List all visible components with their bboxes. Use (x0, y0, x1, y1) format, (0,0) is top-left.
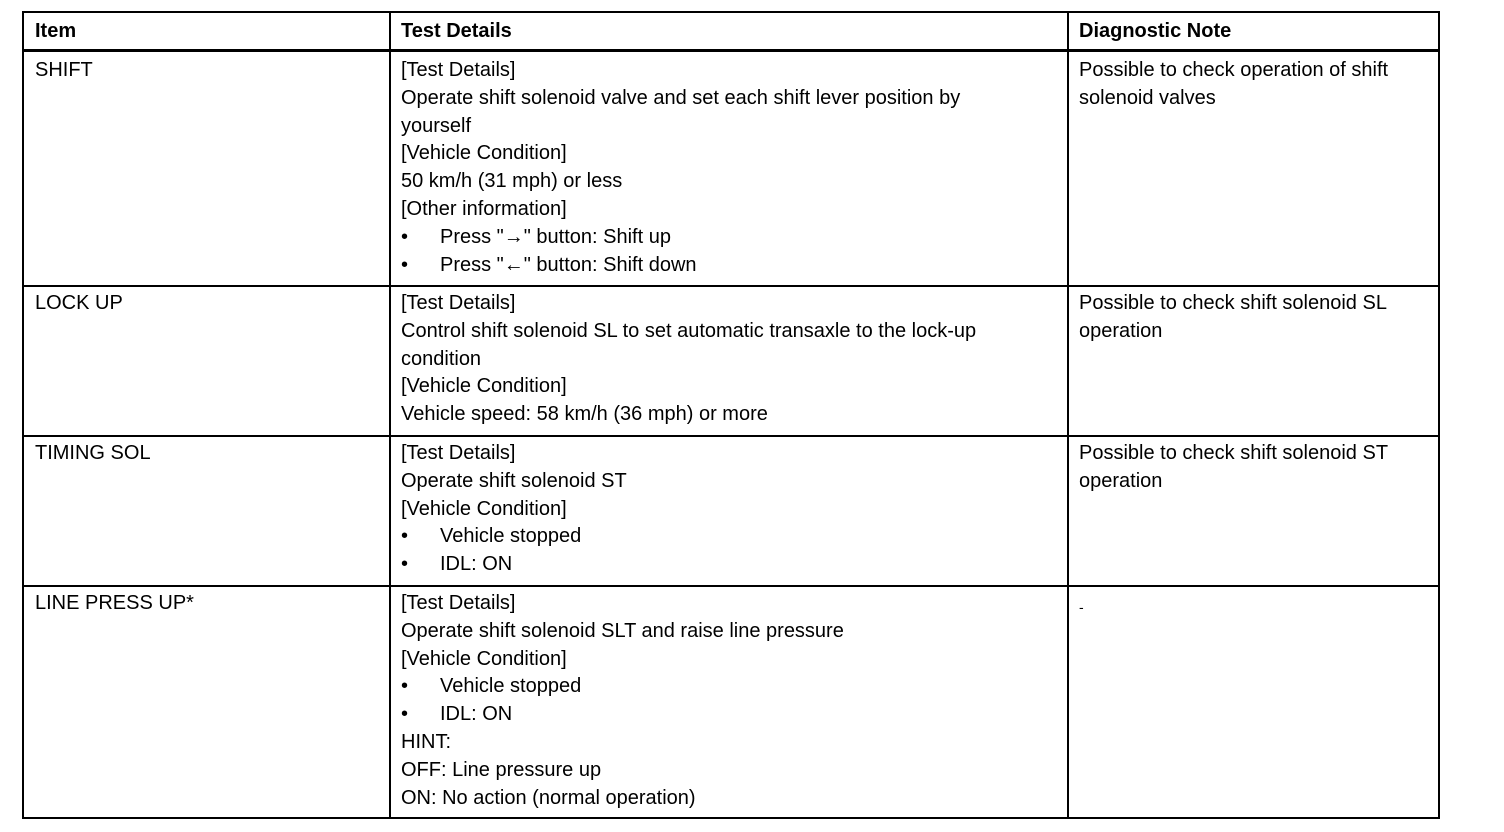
header-divider (24, 49, 1438, 52)
bullet-dot: • (401, 675, 409, 698)
bullet-dot: • (401, 225, 409, 248)
bullet-item (401, 551, 627, 579)
row-note-empty: - (1079, 599, 1084, 615)
row-details (401, 57, 960, 279)
row-details (401, 440, 627, 579)
detail-line: OFF: Line pressure up (401, 758, 602, 781)
column-divider (389, 13, 391, 817)
row-item: LINE PRESS UP* (35, 592, 194, 614)
note-line: operation (1079, 469, 1163, 492)
diagnostic-table (22, 11, 1440, 819)
note-line: Possible to check shift solenoid ST (1079, 442, 1389, 464)
row-divider (24, 585, 1438, 587)
row-divider (24, 435, 1438, 437)
header-test-details: Test Details (401, 20, 512, 42)
bullet-text: IDL: ON (440, 703, 513, 726)
row-item: TIMING SOL (35, 442, 151, 464)
row-item: LOCK UP (35, 292, 123, 314)
bullet-item (401, 701, 844, 729)
bullet-dot: • (401, 553, 409, 576)
detail-line: [Vehicle Condition] (401, 142, 567, 165)
detail-line: [Vehicle Condition] (401, 647, 567, 670)
bullet-text: Vehicle stopped (440, 675, 582, 698)
column-divider (1067, 13, 1069, 817)
bullet-dot: • (401, 525, 409, 548)
detail-line: yourself (401, 114, 472, 137)
row-divider (24, 285, 1438, 287)
bullet-item (401, 252, 960, 280)
hint-label: HINT: (401, 730, 451, 753)
note-line: operation (1079, 319, 1163, 342)
detail-line: [Test Details] (401, 592, 516, 614)
row-item: SHIFT (35, 59, 93, 81)
detail-line: [Vehicle Condition] (401, 375, 567, 398)
detail-line: condition (401, 347, 482, 370)
row-details (401, 290, 976, 429)
detail-line: Control shift solenoid SL to set automatic transaxle to the lock-up (401, 319, 977, 342)
note-line: solenoid valves (1079, 86, 1216, 109)
bullet-text: IDL: ON (440, 553, 513, 576)
bullet-item (401, 224, 960, 252)
detail-line: [Vehicle Condition] (401, 497, 567, 520)
detail-line: [Test Details] (401, 59, 516, 81)
row-note (1079, 440, 1388, 496)
detail-line: Operate shift solenoid ST (401, 469, 627, 492)
detail-line: Operate shift solenoid SLT and raise line pressure (401, 619, 844, 642)
detail-line: ON: No action (normal operation) (401, 786, 696, 809)
bullet-dot: • (401, 253, 409, 276)
detail-line: [Test Details] (401, 442, 516, 464)
row-note (1079, 57, 1388, 113)
note-line: Possible to check shift solenoid SL (1079, 292, 1387, 314)
detail-line: [Test Details] (401, 292, 516, 314)
note-line: Possible to check operation of shift (1079, 59, 1389, 81)
header-item: Item (35, 20, 77, 42)
detail-line: 50 km/h (31 mph) or less (401, 170, 623, 193)
row-note (1079, 290, 1387, 346)
detail-line: [Other information] (401, 197, 567, 220)
bullet-dot: • (401, 703, 409, 726)
bullet-text: Press "←" button: Shift down (440, 253, 697, 276)
bullet-item (401, 523, 627, 551)
header-diagnostic-note: Diagnostic Note (1079, 20, 1232, 42)
row-details (401, 590, 844, 812)
bullet-text: Press "→" button: Shift up (440, 225, 671, 248)
bullet-text: Vehicle stopped (440, 525, 582, 548)
bullet-item (401, 673, 844, 701)
detail-line: Operate shift solenoid valve and set each shift lever position by (401, 86, 961, 109)
detail-line: Vehicle speed: 58 km/h (36 mph) or more (401, 403, 768, 426)
